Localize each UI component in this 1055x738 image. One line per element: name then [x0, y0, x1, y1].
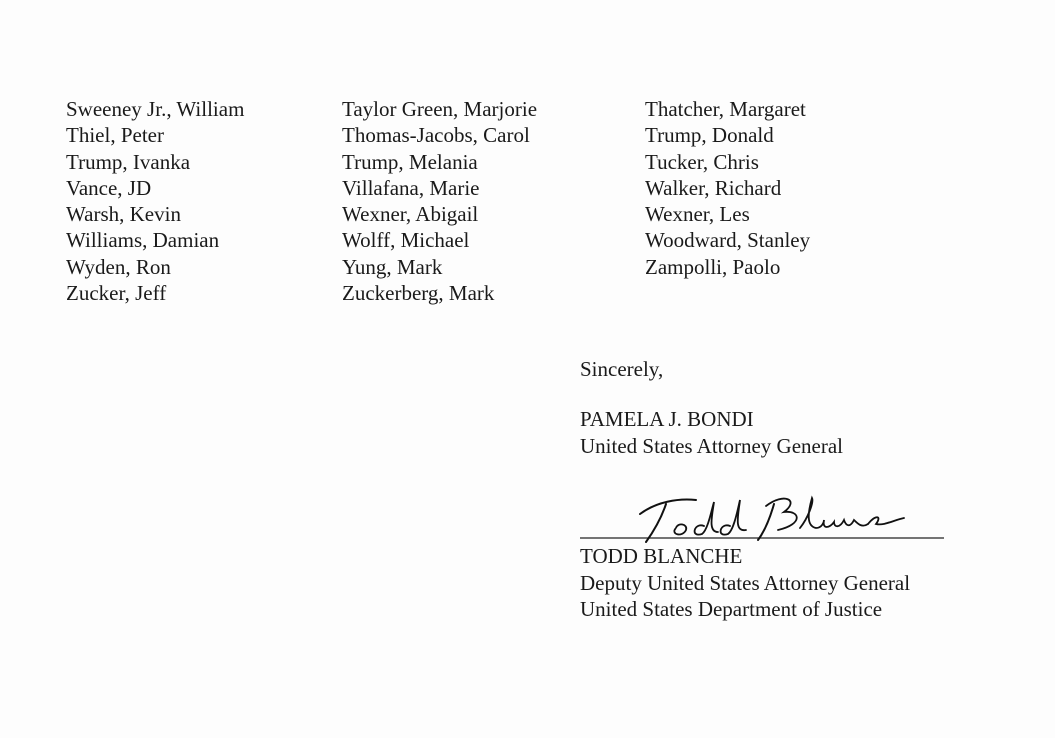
names-column-1 [66, 96, 244, 306]
names-column-3 [645, 96, 810, 280]
name-entry: Wyden, Ron [66, 254, 171, 279]
name-entry: Wolff, Michael [342, 228, 470, 253]
signer-name: PAMELA J. BONDI [580, 407, 754, 431]
name-entry: Thomas-Jacobs, Carol [342, 123, 530, 148]
name-entry: Zuckerberg, Mark [342, 281, 495, 306]
name-entry: Taylor Green, Marjorie [342, 97, 538, 121]
name-entry: Wexner, Abigail [342, 202, 479, 227]
closing-salutation: Sincerely, [580, 357, 664, 381]
name-entry: Yung, Mark [342, 254, 443, 279]
name-entry: Sweeney Jr., William [66, 97, 245, 121]
signer-title: United States Attorney General [580, 433, 844, 458]
name-entry: Zampolli, Paolo [645, 254, 781, 279]
name-entry: Tucker, Chris [645, 149, 759, 174]
name-entry: Vance, JD [66, 175, 152, 200]
name-entry: Trump, Donald [645, 123, 774, 148]
handwritten-signature [578, 488, 948, 548]
name-entry: Zucker, Jeff [66, 281, 167, 306]
name-entry: Trump, Ivanka [66, 149, 191, 174]
deputy-department: United States Department of Justice [580, 597, 883, 621]
name-entry: Woodward, Stanley [645, 228, 811, 253]
name-entry: Thatcher, Margaret [645, 97, 806, 121]
name-entry: Warsh, Kevin [66, 202, 181, 227]
name-entry: Walker, Richard [645, 175, 782, 200]
name-entry: Wexner, Les [645, 202, 750, 227]
name-entry: Trump, Melania [342, 149, 478, 174]
signer-block [580, 406, 843, 459]
name-entry: Villafana, Marie [342, 175, 480, 200]
name-entry: Williams, Damian [66, 228, 220, 253]
deputy-title: Deputy United States Attorney General [580, 570, 911, 595]
deputy-name: TODD BLANCHE [580, 544, 743, 568]
names-column-2 [342, 96, 537, 306]
name-entry: Thiel, Peter [66, 123, 164, 148]
deputy-block [580, 543, 910, 623]
